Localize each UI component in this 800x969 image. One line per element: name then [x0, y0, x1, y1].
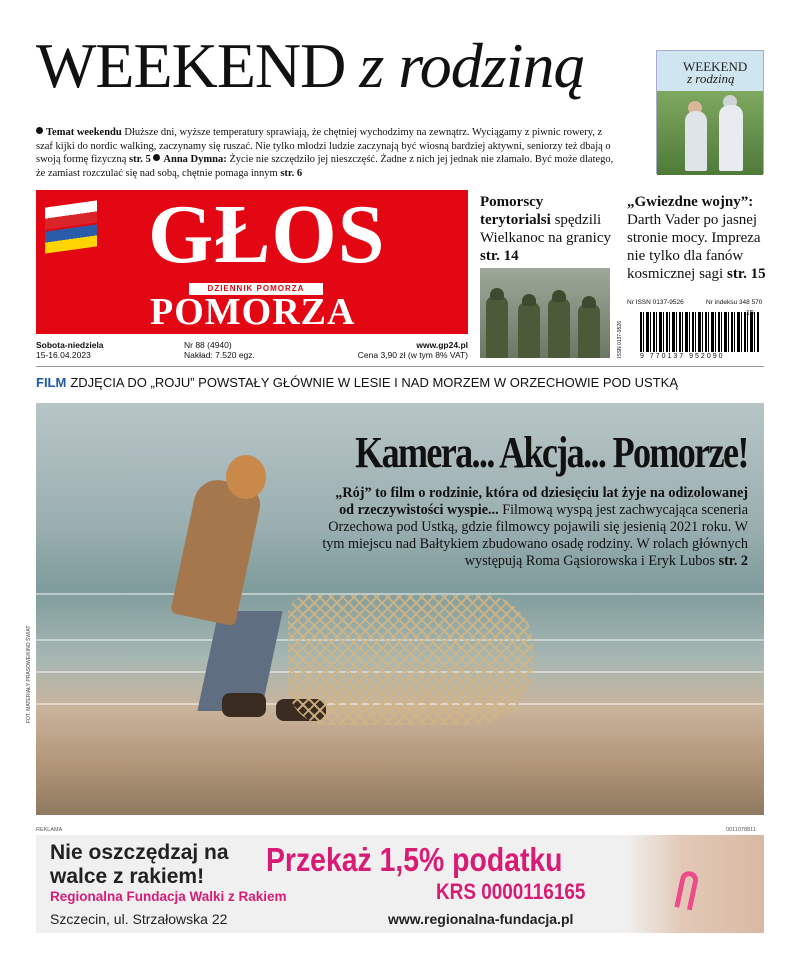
ad-headline: Nie oszczędzaj na walce z rakiem! [50, 841, 229, 888]
issue-day: Sobota-niedziela [36, 340, 104, 350]
soldier-figure [548, 298, 570, 358]
issue-number-value: Nr 88 (4940) [184, 340, 232, 350]
issue-date-value: 15-16.04.2023 [36, 350, 91, 360]
film-strapline [36, 375, 678, 390]
hero-photo[interactable] [26, 403, 764, 815]
weekend-cover-thumbnail[interactable] [656, 50, 764, 174]
soldier-figure [578, 304, 600, 358]
issue-number [184, 340, 255, 360]
weekend-title-main: WEEKEND [36, 30, 346, 101]
thumbnail-background [657, 91, 763, 175]
hero-headline[interactable]: Kamera... Akcja... Pomorze! [355, 428, 748, 477]
weekend-title [36, 30, 585, 101]
photo-credit: FOT. MATERIAŁY PRASOWE/KINO ŚWIAT [26, 625, 32, 723]
ad-tag: REKLAMA [36, 827, 63, 833]
ad-url[interactable]: www.regionalna-fundacja.pl [388, 911, 574, 927]
soldier-figure [486, 296, 508, 358]
thumbnail-title: WEEKEND z rodziną [683, 59, 748, 86]
advertisement[interactable] [36, 835, 764, 933]
weekend-item2-text: Życie nie szczędziło jej nieszczęść. Żadne z nich jej jednak nie złamało. Być może dlatego, że zamiast rozczulać się nad sobą, chętnie pomaga innym [36, 154, 614, 179]
issue-price [340, 340, 468, 360]
teaser2-text: Darth Vader po jasnej stronie mocy. Impreza nie tylko dla fanów kosmicznej sagi [627, 212, 761, 282]
fisherman-head [226, 455, 266, 499]
divider [36, 366, 764, 367]
masthead [36, 190, 468, 334]
thumbnail-figure [719, 105, 743, 171]
masthead-subtitle: DZIENNIK POMORZA [189, 283, 323, 295]
price-value: Cena 3,90 zł (w tym 8% VAT) [357, 350, 468, 360]
weekend-item1-text: Dłuższe dni, wyższe temperatury sprawiają, że chętniej wychodzimy na zewnątrz. Wyciągamy z piwnic rowery, z szaf kijki do nordic walking, zaczynamy się ruszać. Nie tylko młodzi ludzie zaczynają być wiosną bardziej aktywni, seniorzy też dbają o swoją formę fizyczną [36, 127, 611, 166]
soldiers-photo[interactable] [480, 268, 610, 358]
film-strapline-text: ZDJĘCIA DO „ROJU” POWSTAŁY GŁÓWNIE W LESIE I NAD MORZEM W ORZECHOWIE POD USTKĄ [70, 375, 679, 390]
ad-code: 0011078811 [726, 827, 756, 833]
ad-organization: Regionalna Fundacja Walki z Rakiem [50, 889, 287, 904]
barcode-side-text: ISSN 0137-9526 [617, 321, 623, 358]
issue-date [36, 340, 104, 360]
hero-lead-text: Filmową wyspą jest zachwycająca sceneria Orzechowa pod Ustką, gdzie filmowcy pojawili się jesienią 2021 roku. W tym miejscu nad Bałtykiem zbudowano osadę rodziny. W rolach głównych występują Roma Gąsiorowska i Eryk Lubos [322, 502, 748, 569]
teaser-star-wars[interactable] [627, 193, 767, 283]
ukraine-flag-icon [45, 224, 97, 253]
teaser2-page: str. 15 [726, 266, 766, 282]
teaser-territorials[interactable] [480, 193, 615, 265]
issue-circulation: Nakład: 7.520 egz. [184, 350, 255, 360]
weekend-item2-page[interactable]: str. 6 [280, 167, 303, 179]
ad-address: Szczecin, ul. Strzałowska 22 [50, 911, 228, 927]
issn-label: Nr ISSN 0137-9526 [627, 299, 684, 306]
soldier-helmet [552, 290, 566, 302]
teaser1-headline: Pomorscy terytorialsi [480, 194, 551, 228]
thumbnail-figure [685, 111, 707, 171]
weekend-item1-label: Temat weekendu [46, 127, 122, 138]
weekend-item1-page[interactable]: str. 5 [129, 154, 151, 166]
soldier-figure [518, 302, 540, 358]
weekend-item2-label: Anna Dymna: [163, 154, 227, 166]
barcode-digits: 9 770137 952090 [640, 353, 725, 360]
hero-page: str. 2 [718, 553, 748, 569]
weekend-teaser-text [36, 126, 616, 180]
masthead-title2: POMORZA [150, 291, 356, 333]
masthead-title: GŁOS [148, 188, 386, 281]
weekend-title-italic: z rodziną [359, 30, 585, 101]
film-section-label: FILM [36, 375, 67, 390]
hero-lead [318, 485, 748, 570]
soldier-helmet [582, 296, 596, 308]
ad-tax-headline: Przekaż 1,5% podatku [266, 841, 563, 878]
barcode-issue: 15 [746, 310, 754, 317]
soldier-helmet [490, 288, 504, 300]
barcode [640, 312, 760, 352]
ad-krs-number: KRS 0000116165 [436, 879, 586, 904]
bullet-icon [153, 154, 160, 161]
teaser1-text: spędzili Wielkanoc na granicy [480, 212, 612, 246]
soldier-helmet [522, 294, 536, 306]
fishing-net [288, 595, 533, 725]
index-label: Nr indeksu 348 570 [706, 299, 763, 306]
bullet-icon [36, 127, 43, 134]
fisherman-boot [222, 693, 266, 717]
website-link[interactable]: www.gp24.pl [416, 340, 468, 350]
teaser1-page: str. 14 [480, 248, 519, 264]
hero-lead-bold: „Rój” to film o rodzinie, która od dziesięciu lat żyje na odizolowanej od rzeczywistości wyspie... [335, 485, 748, 518]
teaser2-headline: „Gwiezdne wojny”: [627, 194, 754, 210]
